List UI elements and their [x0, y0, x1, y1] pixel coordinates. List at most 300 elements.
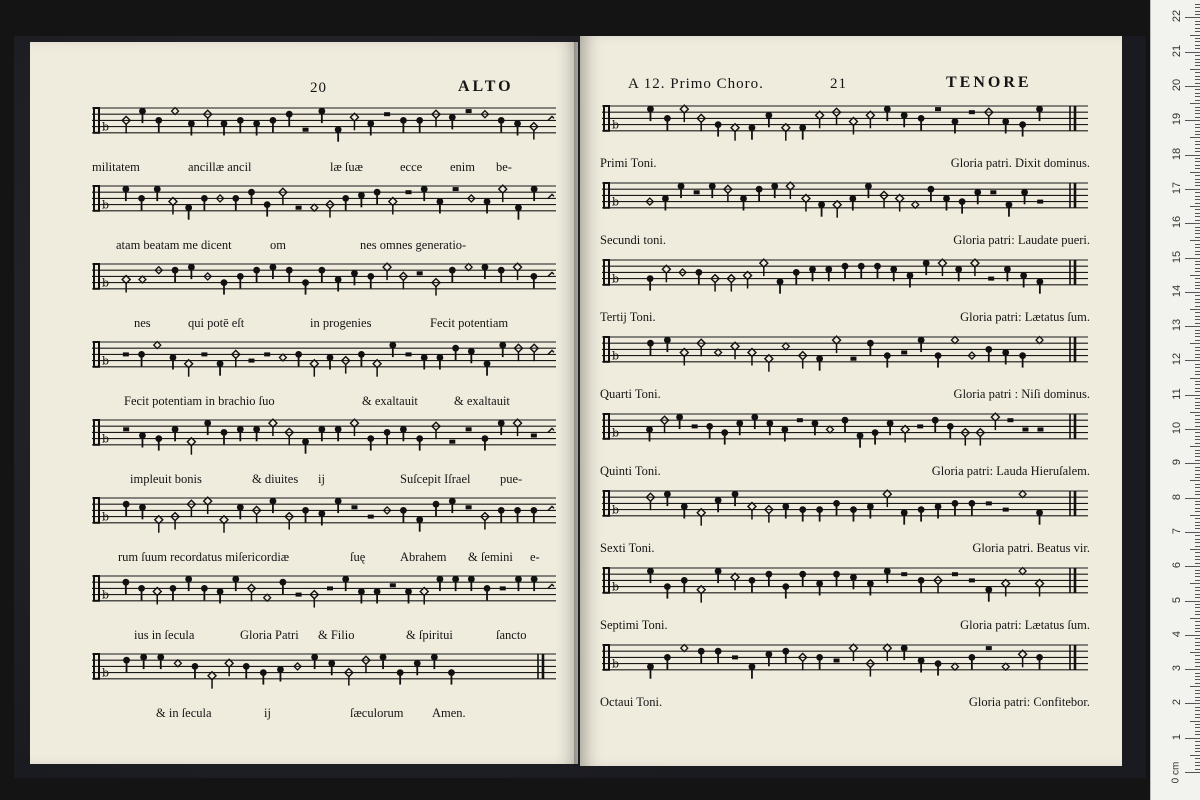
- ruler-tick: [1195, 134, 1200, 135]
- ruler-tick: [1195, 734, 1200, 735]
- right-voice-title: TENORE: [946, 74, 1032, 91]
- note: [842, 263, 849, 278]
- ruler-tick: [1195, 522, 1200, 523]
- note: [247, 584, 255, 601]
- note: [204, 497, 212, 514]
- note: [985, 346, 992, 361]
- tone-label: Primi Toni.: [600, 156, 657, 170]
- lyric-text: om: [270, 238, 286, 252]
- note: [647, 275, 654, 290]
- ruler-tick: [1195, 175, 1200, 176]
- ruler-number: 8: [1171, 493, 1183, 500]
- music-staff: [602, 173, 1088, 229]
- note: [901, 426, 909, 443]
- ruler-tick: [1185, 17, 1200, 18]
- ruler-tick: [1195, 76, 1200, 77]
- gloria-incipit: Gloria patri. Beatus vir.: [972, 541, 1090, 555]
- ruler-tick: [1195, 203, 1200, 204]
- right-page-number: 21: [830, 76, 847, 92]
- flat-sign: b: [612, 195, 620, 209]
- note: [466, 427, 472, 431]
- ruler-tick: [1195, 295, 1200, 296]
- note: [834, 659, 840, 663]
- note: [264, 352, 270, 356]
- note: [833, 571, 840, 586]
- ruler-tick: [1195, 230, 1200, 231]
- note: [1002, 663, 1009, 670]
- ruler-tick: [1195, 213, 1200, 214]
- ruler-tick: [1195, 673, 1200, 674]
- ruler-tick: [1195, 580, 1200, 581]
- lyric-text: ancillæ ancil: [188, 160, 252, 174]
- note: [327, 586, 333, 590]
- note: [243, 663, 250, 678]
- note: [208, 672, 216, 689]
- note: [849, 644, 857, 661]
- note: [647, 663, 654, 678]
- note: [850, 506, 857, 521]
- note: [786, 182, 794, 199]
- ruler-tick: [1185, 258, 1200, 259]
- ruler-tick: [1195, 24, 1200, 25]
- lyric-text: læ ſuæ: [330, 160, 363, 174]
- ruler-tick: [1195, 55, 1200, 56]
- note: [849, 118, 857, 135]
- note: [138, 585, 145, 600]
- note: [253, 267, 260, 282]
- note: [934, 576, 942, 593]
- note: [961, 429, 969, 446]
- lyric-text: ius in ſecula: [134, 628, 195, 642]
- note: [367, 435, 374, 450]
- lyric-text: & ſemini: [468, 550, 513, 564]
- note: [697, 509, 705, 526]
- note: [874, 263, 881, 278]
- lyric-text: enim: [450, 160, 475, 174]
- note: [1002, 580, 1010, 597]
- note: [917, 424, 923, 428]
- ruler-tick: [1195, 323, 1200, 324]
- ruler-tick: [1190, 446, 1200, 447]
- note: [765, 355, 773, 372]
- lyric-text: Fecit potentiam in brachio ſuo: [124, 394, 275, 408]
- ruler-tick: [1195, 316, 1200, 317]
- ruler-tick: [1195, 216, 1200, 217]
- ruler-tick: [1195, 151, 1200, 152]
- note: [482, 435, 489, 450]
- ruler-tick: [1195, 45, 1200, 46]
- custos: [548, 584, 554, 588]
- ruler-tick: [1195, 405, 1200, 406]
- lyric-text: & ſpiritui: [406, 628, 453, 642]
- ruler-number: 5: [1171, 596, 1183, 603]
- ruler-tick: [1185, 292, 1200, 293]
- ruler-tick: [1195, 185, 1200, 186]
- note: [448, 669, 455, 684]
- ruler-tick: [1195, 38, 1200, 39]
- ruler-tick: [1195, 494, 1200, 495]
- ruler-number: 10: [1171, 421, 1183, 435]
- note: [697, 114, 705, 131]
- ruler-tick: [1195, 546, 1200, 547]
- note: [484, 360, 491, 375]
- ruler-tick: [1195, 419, 1200, 420]
- note: [732, 655, 738, 659]
- note: [715, 648, 722, 663]
- note: [918, 577, 925, 592]
- note: [1037, 200, 1043, 204]
- ruler-tick: [1195, 148, 1200, 149]
- note: [816, 355, 823, 370]
- note: [367, 273, 374, 288]
- note: [172, 267, 179, 282]
- note: [449, 267, 456, 282]
- flat-sign: b: [612, 349, 620, 363]
- ruler-tick: [1195, 559, 1200, 560]
- ruler-tick: [1195, 254, 1200, 255]
- note: [1036, 580, 1044, 597]
- note: [285, 428, 293, 445]
- music-staff: [92, 644, 556, 700]
- ruler-tick: [1195, 679, 1200, 680]
- ruler-tick: [1195, 161, 1200, 162]
- ruler-tick: [1195, 306, 1200, 307]
- ruler-tick: [1195, 182, 1200, 183]
- note: [935, 352, 942, 367]
- note: [400, 117, 407, 132]
- note: [514, 507, 521, 522]
- gloria-incipit: Gloria patri: Lauda Hieruſalem.: [931, 464, 1090, 478]
- note: [1019, 352, 1026, 367]
- note: [172, 108, 179, 115]
- ruler-tick: [1195, 89, 1200, 90]
- tone-label: Quinti Toni.: [600, 464, 661, 478]
- note: [530, 123, 538, 140]
- note: [302, 507, 309, 522]
- note: [311, 204, 318, 211]
- ruler-tick: [1195, 662, 1200, 663]
- note: [927, 186, 934, 201]
- custos: [548, 116, 554, 120]
- flat-sign: b: [102, 666, 110, 680]
- ruler-tick: [1190, 378, 1200, 379]
- note: [662, 265, 670, 282]
- note: [248, 189, 255, 204]
- note: [221, 429, 228, 444]
- ruler-tick: [1185, 120, 1200, 121]
- note: [1007, 418, 1013, 422]
- ruler-tick: [1195, 765, 1200, 766]
- note: [867, 340, 874, 355]
- ruler-tick: [1195, 552, 1200, 553]
- note: [990, 190, 996, 194]
- ruler-tick: [1195, 751, 1200, 752]
- note: [384, 112, 390, 116]
- note: [731, 124, 739, 141]
- note: [842, 417, 849, 432]
- ruler-number: 16: [1171, 216, 1183, 229]
- lyric-text: Gloria Patri: [240, 628, 299, 642]
- lyric-text: Suſcepit Iſrael: [400, 472, 471, 486]
- ruler-tick: [1195, 745, 1200, 746]
- ruler-tick: [1195, 528, 1200, 529]
- ruler-tick: [1195, 364, 1200, 365]
- note: [816, 111, 824, 128]
- note: [1019, 650, 1027, 667]
- ruler-tick: [1185, 429, 1200, 430]
- ruler-tick: [1185, 669, 1200, 670]
- ruler-unit-label: 0 cm: [1170, 761, 1182, 784]
- note: [237, 117, 244, 132]
- ruler-tick: [1195, 607, 1200, 608]
- ruler-tick: [1195, 443, 1200, 444]
- flat-sign: b: [102, 198, 110, 212]
- note: [530, 344, 538, 361]
- note: [858, 263, 865, 278]
- tone-label: Tertij Toni.: [600, 310, 656, 324]
- music-staff: [602, 635, 1088, 691]
- ruler-tick: [1195, 110, 1200, 111]
- note: [883, 644, 891, 661]
- note: [248, 359, 254, 363]
- gloria-incipit: Gloria patri : Niſi dominus.: [953, 387, 1090, 401]
- ruler-tick: [1195, 59, 1200, 60]
- note: [397, 669, 404, 684]
- note: [777, 278, 784, 293]
- ruler-tick: [1195, 456, 1200, 457]
- ruler-number: 7: [1171, 527, 1183, 534]
- music-staff: [92, 332, 556, 388]
- note: [799, 506, 806, 521]
- note: [749, 663, 756, 678]
- note: [406, 190, 412, 194]
- note: [1022, 428, 1028, 432]
- music-staff: [602, 96, 1088, 152]
- lyric-text: impleuit bonis: [130, 472, 202, 486]
- note: [174, 660, 181, 667]
- ruler-tick: [1195, 113, 1200, 114]
- ruler-tick: [1190, 515, 1200, 516]
- ruler-tick: [1195, 666, 1200, 667]
- note: [935, 107, 941, 111]
- ruler-tick: [1185, 326, 1200, 327]
- note: [799, 653, 807, 670]
- note: [373, 360, 381, 377]
- note: [123, 501, 130, 516]
- ruler-tick: [1190, 240, 1200, 241]
- music-staff: [92, 98, 556, 154]
- note: [1006, 201, 1013, 216]
- note: [680, 105, 688, 122]
- ruler-tick: [1195, 676, 1200, 677]
- note: [799, 352, 807, 369]
- note: [680, 349, 688, 366]
- ruler-tick: [1195, 251, 1200, 252]
- note: [697, 586, 705, 603]
- note: [1019, 491, 1026, 498]
- note: [799, 124, 806, 139]
- note: [169, 198, 177, 215]
- ruler-tick: [1195, 282, 1200, 283]
- note: [976, 429, 984, 446]
- ruler-tick: [1195, 247, 1200, 248]
- note: [932, 417, 939, 432]
- ruler-tick: [1195, 381, 1200, 382]
- tone-label: Sexti Toni.: [600, 541, 655, 555]
- note: [782, 124, 790, 141]
- ruler-tick: [1195, 631, 1200, 632]
- note: [417, 271, 423, 275]
- note: [531, 434, 537, 438]
- note: [749, 124, 756, 139]
- note: [971, 259, 979, 276]
- note: [782, 583, 789, 598]
- flat-sign: b: [612, 118, 620, 132]
- ruler-tick: [1195, 717, 1200, 718]
- ruler-tick: [1195, 690, 1200, 691]
- flat-sign: b: [102, 588, 110, 602]
- ruler-tick: [1195, 542, 1200, 543]
- note: [342, 357, 350, 374]
- note: [866, 111, 874, 128]
- tone-label: Secundi toni.: [600, 233, 666, 247]
- ruler-tick: [1195, 611, 1200, 612]
- ruler-tick: [1190, 69, 1200, 70]
- note: [833, 201, 841, 218]
- ruler-number: 2: [1171, 699, 1183, 706]
- music-staff: [602, 481, 1088, 537]
- ruler-tick: [1195, 518, 1200, 519]
- ruler-tick: [1195, 432, 1200, 433]
- ruler-tick: [1195, 48, 1200, 49]
- ruler-tick: [1195, 96, 1200, 97]
- note: [484, 585, 491, 600]
- note: [744, 272, 752, 289]
- note: [383, 263, 391, 280]
- ruler-tick: [1195, 312, 1200, 313]
- note: [270, 117, 277, 132]
- note: [721, 429, 728, 444]
- note: [646, 493, 654, 510]
- ruler-tick: [1195, 131, 1200, 132]
- ruler-tick: [1195, 41, 1200, 42]
- ruler-tick: [1195, 299, 1200, 300]
- note: [959, 198, 966, 213]
- note: [466, 109, 472, 113]
- note: [303, 128, 309, 132]
- ruler-tick: [1195, 268, 1200, 269]
- ruler-tick: [1195, 141, 1200, 142]
- ruler-tick: [1195, 4, 1200, 5]
- note: [123, 352, 129, 356]
- note: [302, 438, 309, 453]
- ruler-tick: [1195, 604, 1200, 605]
- note: [952, 572, 958, 576]
- note: [826, 426, 833, 433]
- ruler-number: 13: [1171, 318, 1183, 332]
- ruler-tick: [1190, 137, 1200, 138]
- ruler-tick: [1185, 360, 1200, 361]
- note: [799, 571, 806, 586]
- note: [647, 340, 654, 355]
- ruler-tick: [1195, 31, 1200, 32]
- ruler-tick: [1195, 556, 1200, 557]
- note: [295, 351, 302, 366]
- note: [237, 273, 244, 288]
- note: [857, 432, 864, 447]
- note: [416, 117, 423, 132]
- ruler-tick: [1185, 738, 1200, 739]
- music-staff: [602, 327, 1088, 383]
- ruler-tick: [1195, 758, 1200, 759]
- note: [269, 419, 277, 436]
- ruler-tick: [1195, 741, 1200, 742]
- tone-label: Octaui Toni.: [600, 695, 663, 709]
- lyric-text: & in ſecula: [156, 706, 212, 720]
- ruler-tick: [1195, 415, 1200, 416]
- ruler-tick: [1195, 330, 1200, 331]
- ruler-tick: [1195, 570, 1200, 571]
- ruler-tick: [1190, 35, 1200, 36]
- tone-label: Quarti Toni.: [600, 387, 661, 401]
- ruler-tick: [1195, 439, 1200, 440]
- note: [748, 349, 756, 366]
- left-page: [30, 42, 578, 764]
- note: [793, 269, 800, 284]
- note: [264, 594, 271, 601]
- ruler-tick: [1195, 179, 1200, 180]
- note: [201, 195, 208, 210]
- lyric-text: & Filio: [318, 628, 355, 642]
- ruler-tick: [1195, 487, 1200, 488]
- lyric-text: be-: [496, 160, 512, 174]
- ruler-tick: [1195, 220, 1200, 221]
- ruler-tick: [1195, 762, 1200, 763]
- note: [797, 418, 803, 422]
- note: [449, 440, 455, 444]
- note: [155, 435, 162, 450]
- note: [514, 344, 522, 361]
- note: [816, 654, 823, 669]
- ruler-tick: [1185, 189, 1200, 190]
- ruler-tick: [1195, 271, 1200, 272]
- custos: [548, 272, 554, 276]
- note: [695, 269, 702, 284]
- ruler-tick: [1195, 769, 1200, 770]
- lyric-text: e-: [530, 550, 540, 564]
- note: [221, 279, 228, 294]
- ruler-tick: [1195, 278, 1200, 279]
- ruler-tick: [1185, 223, 1200, 224]
- note: [765, 506, 773, 523]
- note: [302, 279, 309, 294]
- note: [153, 588, 161, 605]
- ruler-tick: [1195, 93, 1200, 94]
- lyric-text: ſancto: [496, 628, 527, 642]
- note: [432, 422, 440, 439]
- lyric-text: ij: [318, 472, 325, 486]
- ruler-tick: [1195, 649, 1200, 650]
- ruler-tick: [1195, 501, 1200, 502]
- note: [452, 345, 459, 360]
- right-page: [580, 36, 1122, 766]
- ruler-tick: [1195, 508, 1200, 509]
- ruler-tick: [1195, 525, 1200, 526]
- note: [802, 195, 810, 212]
- ruler-tick: [1195, 693, 1200, 694]
- ruler-tick: [1195, 168, 1200, 169]
- ruler-tick: [1195, 28, 1200, 29]
